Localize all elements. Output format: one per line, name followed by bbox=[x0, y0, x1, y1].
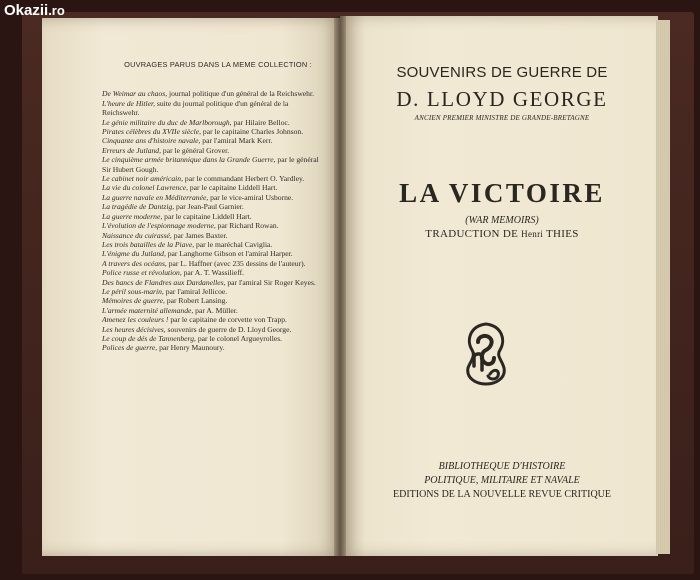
collection-item bbox=[92, 127, 324, 136]
collection-item bbox=[92, 231, 324, 240]
collection-item-author: par le général Grover. bbox=[161, 145, 230, 155]
page-edges bbox=[656, 20, 670, 554]
publisher-line-2: POLITIQUE, MILITAIRE ET NAVALE bbox=[424, 475, 580, 486]
collection-item bbox=[92, 278, 324, 287]
collection-item bbox=[92, 146, 324, 155]
collection-item-title: Les trois batailles de la Piave, bbox=[102, 239, 195, 249]
collection-item-title: Erreurs de Jutland, bbox=[102, 145, 161, 155]
collection-item bbox=[92, 268, 324, 277]
collection-item-author: journal politique d'un général de la Reichswehr. bbox=[167, 89, 314, 99]
publisher-line-3: EDITIONS DE LA NOUVELLE REVUE CRITIQUE bbox=[392, 489, 612, 500]
collection-item bbox=[92, 221, 324, 230]
translator-last-name: THIES bbox=[546, 228, 579, 240]
collection-item bbox=[92, 202, 324, 211]
collection-item bbox=[92, 240, 324, 249]
collection-item-title: La vie du colonel Lawrence, bbox=[102, 183, 188, 193]
translator-first-name: Henri bbox=[521, 229, 544, 239]
collection-item-title: Le cabinet noir américain, bbox=[102, 174, 183, 184]
collection-item-title: La guerre navale en Méditerranée, bbox=[102, 192, 209, 202]
collection-item-title: Les heures décisives, bbox=[102, 324, 166, 334]
collection-item-author: par le colonel Argueyrolles. bbox=[195, 333, 283, 343]
watermark-name: Okazii bbox=[4, 2, 49, 19]
collection-item-author: par Langhorne Gibson et l'amiral Harper. bbox=[165, 249, 293, 259]
collection-item-title: Amenez les couleurs ! bbox=[102, 315, 169, 325]
collection-item-title: L'heure de Hitler, bbox=[102, 98, 156, 108]
collection-item-author: par Richard Rowan. bbox=[215, 221, 279, 231]
collection-item-author: par Henry Maunoury. bbox=[157, 343, 225, 353]
collection-item-title: La tragédie de Dantzig, bbox=[102, 202, 175, 212]
collection-item bbox=[92, 89, 324, 98]
collection-item bbox=[92, 212, 324, 221]
collection-item-author: suite du journal politique d'un général de la Reichswehr. bbox=[102, 98, 289, 118]
collection-item-title: Cinquante ans d'histoire navale, bbox=[102, 136, 201, 146]
collection-list-block bbox=[92, 60, 324, 460]
publisher-line-1: BIBLIOTHEQUE D'HISTOIRE bbox=[438, 461, 566, 472]
collection-item-title: Police russe et révolution, bbox=[102, 268, 182, 278]
collection-title: OUVRAGES PARUS DANS LA MEME COLLECTION : bbox=[124, 60, 312, 69]
collection-item bbox=[92, 136, 324, 145]
collection-item bbox=[92, 287, 324, 296]
title-page bbox=[352, 58, 652, 538]
collection-item bbox=[92, 183, 324, 192]
author-name: D. LLOYD GEORGE bbox=[396, 87, 608, 111]
collection-item-author: souvenirs de guerre de D. Lloyd George. bbox=[165, 324, 292, 334]
collection-item-title: Le péril sous-marin, bbox=[102, 286, 164, 296]
collection-item-title: L'évolution de l'espionnage moderne, bbox=[102, 221, 216, 231]
collection-item-author: par A. T. Wassilieff. bbox=[181, 268, 245, 278]
book-title: LA VICTOIRE bbox=[399, 178, 605, 208]
collection-item-title: Mémoires de guerre, bbox=[102, 296, 165, 306]
collection-item bbox=[92, 155, 324, 174]
watermark-text bbox=[4, 2, 65, 19]
collection-item-author: par le vice-amiral Usborne. bbox=[208, 192, 294, 202]
collection-item-author: par le capitaine Liddell Hart. bbox=[187, 183, 278, 193]
collection-list bbox=[92, 89, 324, 352]
collection-item-title: De Weimar au chaos, bbox=[102, 89, 168, 99]
collection-item bbox=[92, 118, 324, 127]
collection-item-title: Naissance du cuirassé, bbox=[102, 230, 172, 240]
collection-item-author: par Hilaire Belloc. bbox=[231, 117, 290, 127]
collection-item-title: A travers des océans, bbox=[102, 258, 167, 268]
collection-item-author: par Jean-Paul Garnier. bbox=[174, 202, 244, 212]
collection-item bbox=[92, 249, 324, 258]
book-gutter bbox=[334, 16, 346, 556]
collection-item-author: par le capitaine Liddell Hart. bbox=[162, 211, 252, 221]
collection-item bbox=[92, 296, 324, 305]
collection-item-author: par A. Müller. bbox=[193, 305, 238, 315]
author-subtitle: ANCIEN PREMIER MINISTRE DE GRANDE-BRETAGNE bbox=[414, 114, 590, 122]
collection-item bbox=[92, 315, 324, 324]
collection-item bbox=[92, 174, 324, 183]
collection-item-author: par le maréchal Caviglia. bbox=[194, 239, 273, 249]
collection-item-author: par Robert Lansing. bbox=[164, 296, 228, 306]
collection-item-author: par le général Sir Hubert Gough. bbox=[102, 155, 319, 174]
collection-item bbox=[92, 334, 324, 343]
watermark-suffix: .ro bbox=[48, 3, 65, 18]
collection-item-author: par l'amiral Sir Roger Keyes. bbox=[225, 277, 316, 287]
collection-item-title: L'armée maternité allemande, bbox=[102, 305, 194, 315]
collection-item-title: Le coup de dés de Tannenberg, bbox=[102, 333, 196, 343]
watermark-logo bbox=[4, 2, 134, 26]
collection-item-author: par le capitaine Charles Johnson. bbox=[201, 127, 304, 137]
collection-item-title: Le cinquième armée britannique dans la Grande Guerre, bbox=[102, 155, 276, 165]
collection-item-title: L'énigme du Jutland, bbox=[102, 249, 166, 259]
translation-credit bbox=[352, 228, 652, 240]
publisher-monogram-icon bbox=[460, 320, 512, 388]
collection-item-author: par L. Haffner (avec 235 dessins de l'auteur). bbox=[166, 258, 306, 268]
collection-item bbox=[92, 325, 324, 334]
series-heading: SOUVENIRS DE GUERRE DE bbox=[396, 64, 608, 81]
collection-item-author: par le capitaine de corvette von Trapp. bbox=[168, 315, 287, 325]
collection-item-title: La guerre moderne, bbox=[102, 211, 163, 221]
collection-item bbox=[92, 193, 324, 202]
collection-item bbox=[92, 99, 324, 118]
collection-item bbox=[92, 343, 324, 352]
publisher-imprint bbox=[352, 460, 652, 502]
translation-prefix: TRADUCTION DE bbox=[425, 228, 519, 240]
collection-item-title: Des bancs de Flandres aux Dardanelles, bbox=[102, 277, 226, 287]
collection-item-title: Le génie militaire du duc de Marlborough, bbox=[102, 117, 232, 127]
collection-item-title: Pirates célèbres du XVIIe siècle, bbox=[102, 127, 202, 137]
collection-item-author: par le commandant Herbert O. Yardley. bbox=[183, 174, 305, 184]
collection-item-author: par James Baxter. bbox=[171, 230, 228, 240]
collection-item bbox=[92, 306, 324, 315]
collection-item-author: par l'amiral Jellicoe. bbox=[163, 286, 228, 296]
collection-item-title: Polices de guerre, bbox=[102, 343, 158, 353]
book-subtitle: (WAR MEMOIRS) bbox=[465, 215, 539, 226]
collection-item-author: par l'amiral Mark Kerr. bbox=[200, 136, 273, 146]
collection-item bbox=[92, 259, 324, 268]
